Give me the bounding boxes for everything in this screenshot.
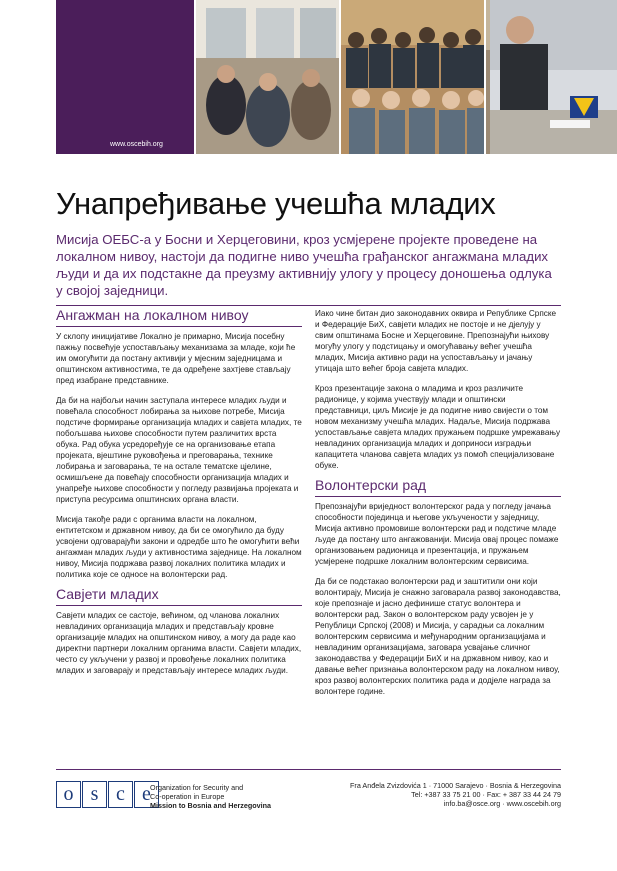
- email-web-line[interactable]: info.ba@osce.org · www.oscebih.org: [443, 799, 561, 808]
- paragraph: Иако чине битан дио законодавних оквира и Републике Српске и Федерације БиХ, савјети младих не постоје и не дјелују у свим општинама Босне и Херцеговине. Препознајући њихову могућу улогу у подстицању и омогућавању већег учешћа младих, Мисија активно ради на успостављању и јачању утицаја што већег броја савјета младих.: [315, 309, 557, 373]
- logo-letter: c: [108, 781, 133, 808]
- org-line: Co-operation in Europe: [150, 792, 225, 801]
- divider: [56, 305, 561, 306]
- paragraph: У склопу иницијативе Локално је примарно, Мисија посебну пажњу посвећује успостављању механизама за младе, који ће им омогућити да постану активији у мјесним заједницама и општинском активностима, те да одређене захтјеве стављају пред изабране представнике.: [56, 332, 296, 385]
- section-heading-local-engagement: Ангажман на локалном нивоу: [56, 310, 302, 327]
- paragraph: Савјети младих се састоје, већином, од чланова локалних невладиних организација младих и представљају кровне организације младих на општинском нивоу, а могу да раде као директни партнери локалним органима власти. Савјети младих, често су укључени у развој и провођење локалних политика младих и заговарају и представљају интересе младих људи.: [56, 611, 302, 675]
- logo-letter: o: [56, 781, 81, 808]
- photo-classroom: [196, 0, 339, 154]
- footer-divider: [56, 769, 561, 770]
- address-line: Fra Anđela Zvizdovića 1 · 71000 Sarajevo · Bosnia & Herzegovina: [350, 781, 561, 790]
- page-title: Унапређивање учешћа младих: [56, 186, 496, 221]
- paragraph: Да би се подстакао волонтерски рад и заштитили они који волонтирају, Мисија је снажно заговарала развој законодавства, које препознаје и јасно дефинише статус волонтера и волонтерски рад. Закон о волонтерском раду усвојен је у Републици Српској (2008) и Мисија, у сарадњи са локалним волонтерским сервисима и међународним организацијама и невладиним организацијама, заговара усвајање сличног законодавства у Федерацији БиХ и на државном нивоу, као и давање већег признања волонтерском раду на локалном нивоу, кроз развој волонтерских политика рада и додјеле награда за волонтере године.: [315, 577, 561, 696]
- paragraph: Да би на најбољи начин заступала интересе младих људи и повећала способност лобирања за њихове потребе, Мисија подстиче формирање организација младих и савјета младих, те побољшава њихове способности путем различитих врста обука. Рад обука усредоређује се на организовање етапа пројеката, вјештине руковођења и преговарања, технике лобирања и заговарања, те на остале тематске цјелине, осмишљене да повећају способности организација младих и унапређе њихове способности у погледу развијања пројеката и приступа ресурсима општинских органа власти.: [56, 396, 302, 504]
- purple-brand-panel: [56, 0, 194, 154]
- mission-name: Mission to Bosnia and Herzegovina: [150, 801, 272, 810]
- paragraph: Кроз презентације закона о младима и кроз различите радионице, у којима учествују млади и општински представници, циљ Мисије је да подигне ниво свијести о том новом механизму учешћа младих. Надаље, Мисија подржава успостављање савјета младих пружањем подршке умрежавању невладиних организација младих и доприноси изградњи капацитета чланова савјета младих уз помоћ специјализоване обуке.: [315, 384, 561, 470]
- contact-address: [350, 781, 561, 808]
- website-url[interactable]: www.oscebih.org: [110, 141, 163, 148]
- logo-letter: e: [134, 781, 159, 808]
- photo-meeting-table: [490, 0, 617, 154]
- left-column: [56, 308, 302, 685]
- logo-letter: s: [82, 781, 107, 808]
- photo-group-of-youth: [341, 0, 484, 154]
- phone-line: Tel: +387 33 75 21 00 · Fax: + 387 33 44 24 79: [411, 790, 561, 799]
- org-line: Organization for Security and: [150, 783, 244, 792]
- paragraph: Мисија такође ради с органима власти на локалном, ентитетском и државном нивоу, да би се омогућило да буду усвојени одговарајући закони и одредбе што ће омогућити већи ангажман младих људи у активностима заједнице. На локалном нивоу, Мисија подржава развој локалних политика младих и политика које се односе на волонтерски рад.: [56, 515, 302, 579]
- organization-name: [150, 783, 271, 810]
- osce-logo: [56, 781, 160, 808]
- section-heading-youth-councils: Савјети младих: [56, 589, 302, 606]
- paragraph: Препознајући вриједност волонтерског рада у погледу јачања способности појединца и његове укључености у заједницу, Мисија активно промовише волонтерски рад и подстиче младе људе да постану што ангажованији. Мисија овај процес помаже организовањем радионица и презентација, и пружањем усмјерене подршке локалним волонтерским сервисима.: [315, 502, 559, 566]
- section-heading-volunteering: Волонтерски рад: [315, 480, 561, 497]
- right-column: [315, 308, 561, 706]
- lead-paragraph: Мисија ОЕБС-а у Босни и Херцеговини, кроз усмјерене пројекте проведене на локалном нивоу, настоји да подигне ниво учешћа грађанског ангажмана младих људи и да их подстакне да преузму активнију улогу у процесу доношења одлука у својој заједници.: [56, 232, 552, 298]
